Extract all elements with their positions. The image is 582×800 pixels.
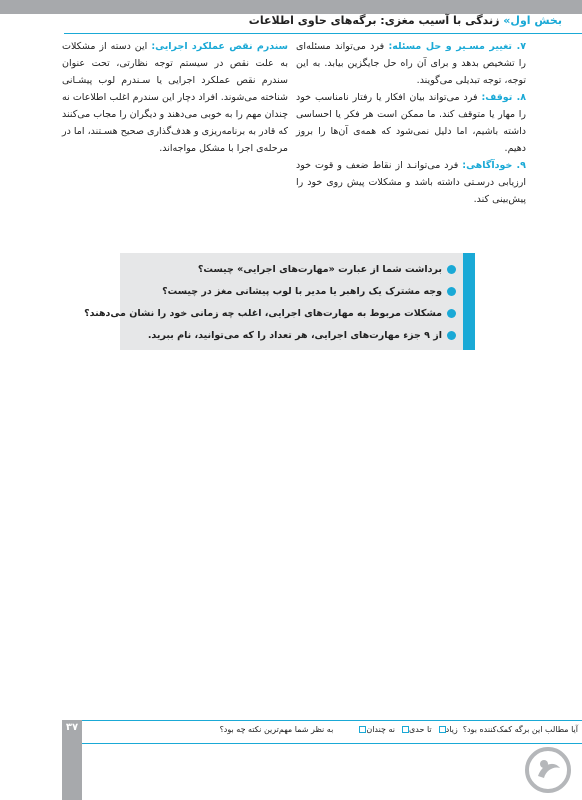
question-item xyxy=(126,324,456,346)
question-item xyxy=(84,302,456,324)
paragraph-item-9 xyxy=(296,157,526,208)
question-text: مشکلات مربوط به مهارت‌های اجرایی، اغلب چه زمانی خود را نشان می‌دهند؟ xyxy=(84,307,442,319)
term-label: سندرم نقص عملکرد اجرایی: xyxy=(151,41,288,52)
bullet-icon xyxy=(447,287,456,296)
bullet-icon xyxy=(447,331,456,340)
question-text: از ۹ جزء مهارت‌های اجرایی، هر تعداد را که می‌توانید، نام ببرید. xyxy=(147,329,442,341)
syndrome-paragraph xyxy=(62,38,288,157)
question-text: برداشت شما از عبارت «مهارت‌های اجرایی» چیست؟ xyxy=(197,263,442,275)
option-label: تا حدی xyxy=(409,725,432,734)
checkbox-icon[interactable] xyxy=(359,726,366,733)
page-number: ۳۷ xyxy=(65,722,79,733)
feedback-bar xyxy=(220,725,578,734)
option-a-checkbox[interactable] xyxy=(437,725,458,734)
question-item xyxy=(126,280,456,302)
paragraph-item-7 xyxy=(296,38,526,89)
paragraph-text: فرد می‌تواند مسئله‌ای را تشخیص بدهد و برای آن راه حل جایگزین بیابد. به این توجه، توجه تبدیلی می‌گویند. xyxy=(296,41,526,86)
option-b-checkbox[interactable] xyxy=(400,725,432,734)
right-column xyxy=(296,38,526,208)
bullet-icon xyxy=(447,309,456,318)
feedback-question: آیا مطالب این برگه کمک‌کننده بود؟ xyxy=(462,725,578,734)
header-title: زندگی با آسیب مغزی: برگه‌های حاوی اطلاعات xyxy=(248,14,500,27)
paragraph-text: فرد می‌تواند بیان افکار یا رفتار نامناسب خود را مهار یا متوقف کند. ما ممکن است هر فکر یا احساسی داشته باشیم، اما دلیل نمی‌شود که همه‌ی آن‌ها را بروز دهیم. xyxy=(296,92,526,154)
question-list xyxy=(84,258,456,346)
checkbox-icon[interactable] xyxy=(439,726,446,733)
footer-rule-bottom xyxy=(82,743,582,744)
paragraph-item-8 xyxy=(296,89,526,157)
option-label: نه چندان xyxy=(366,725,396,734)
footer-rule xyxy=(82,720,582,721)
left-column xyxy=(62,38,288,157)
bullet-icon xyxy=(447,265,456,274)
header-strip xyxy=(0,0,582,14)
section-label: بخش اول» xyxy=(503,14,562,27)
term-label: ۷. تغییر مسـیر و حل مسئله: xyxy=(388,41,526,52)
paragraph-text: این دسته از مشکلات به علت نقص در سیستم توجه نظارتی، تحت عنوان سندرم نقص عملکرد اجرایی یا سـندرم لوب پیشـانی شناخته می‌شوند. افراد دچار این سندرم اغلب اطلاعات نه چندان مهم را به خوبی می‌دهند و دیگران را مجاب می‌کنند که قادر به برنامه‌ریزی و هدف‌گذاری صحیح هسـتند، اما در مرحله‌ی اجرا با مشکل مواجه‌اند. xyxy=(62,41,288,154)
option-c-checkbox[interactable] xyxy=(357,725,395,734)
paragraph-text: فرد می‌توانـد از نقاط ضعف و قوت خود ارزیابی درسـتی داشته باشد و مشکلات پیش روی خود را پیش‌بینی کند. xyxy=(296,160,526,205)
feedback-prompt: به نظر شما مهم‌ترین نکته چه بود؟ xyxy=(219,725,334,734)
option-label: زیاد xyxy=(445,725,458,734)
header-rule xyxy=(64,33,582,34)
question-text: وجه مشترک یک راهبر یا مدیر با لوب پیشانی مغز در چیست؟ xyxy=(162,285,442,297)
question-box-stripe xyxy=(463,253,475,350)
question-item xyxy=(126,258,456,280)
page-header xyxy=(249,14,562,27)
checkbox-icon[interactable] xyxy=(402,726,409,733)
term-label: ۹. خودآگاهی: xyxy=(462,160,526,171)
publisher-logo-icon xyxy=(524,746,572,794)
term-label: ۸. توقف: xyxy=(481,92,526,103)
